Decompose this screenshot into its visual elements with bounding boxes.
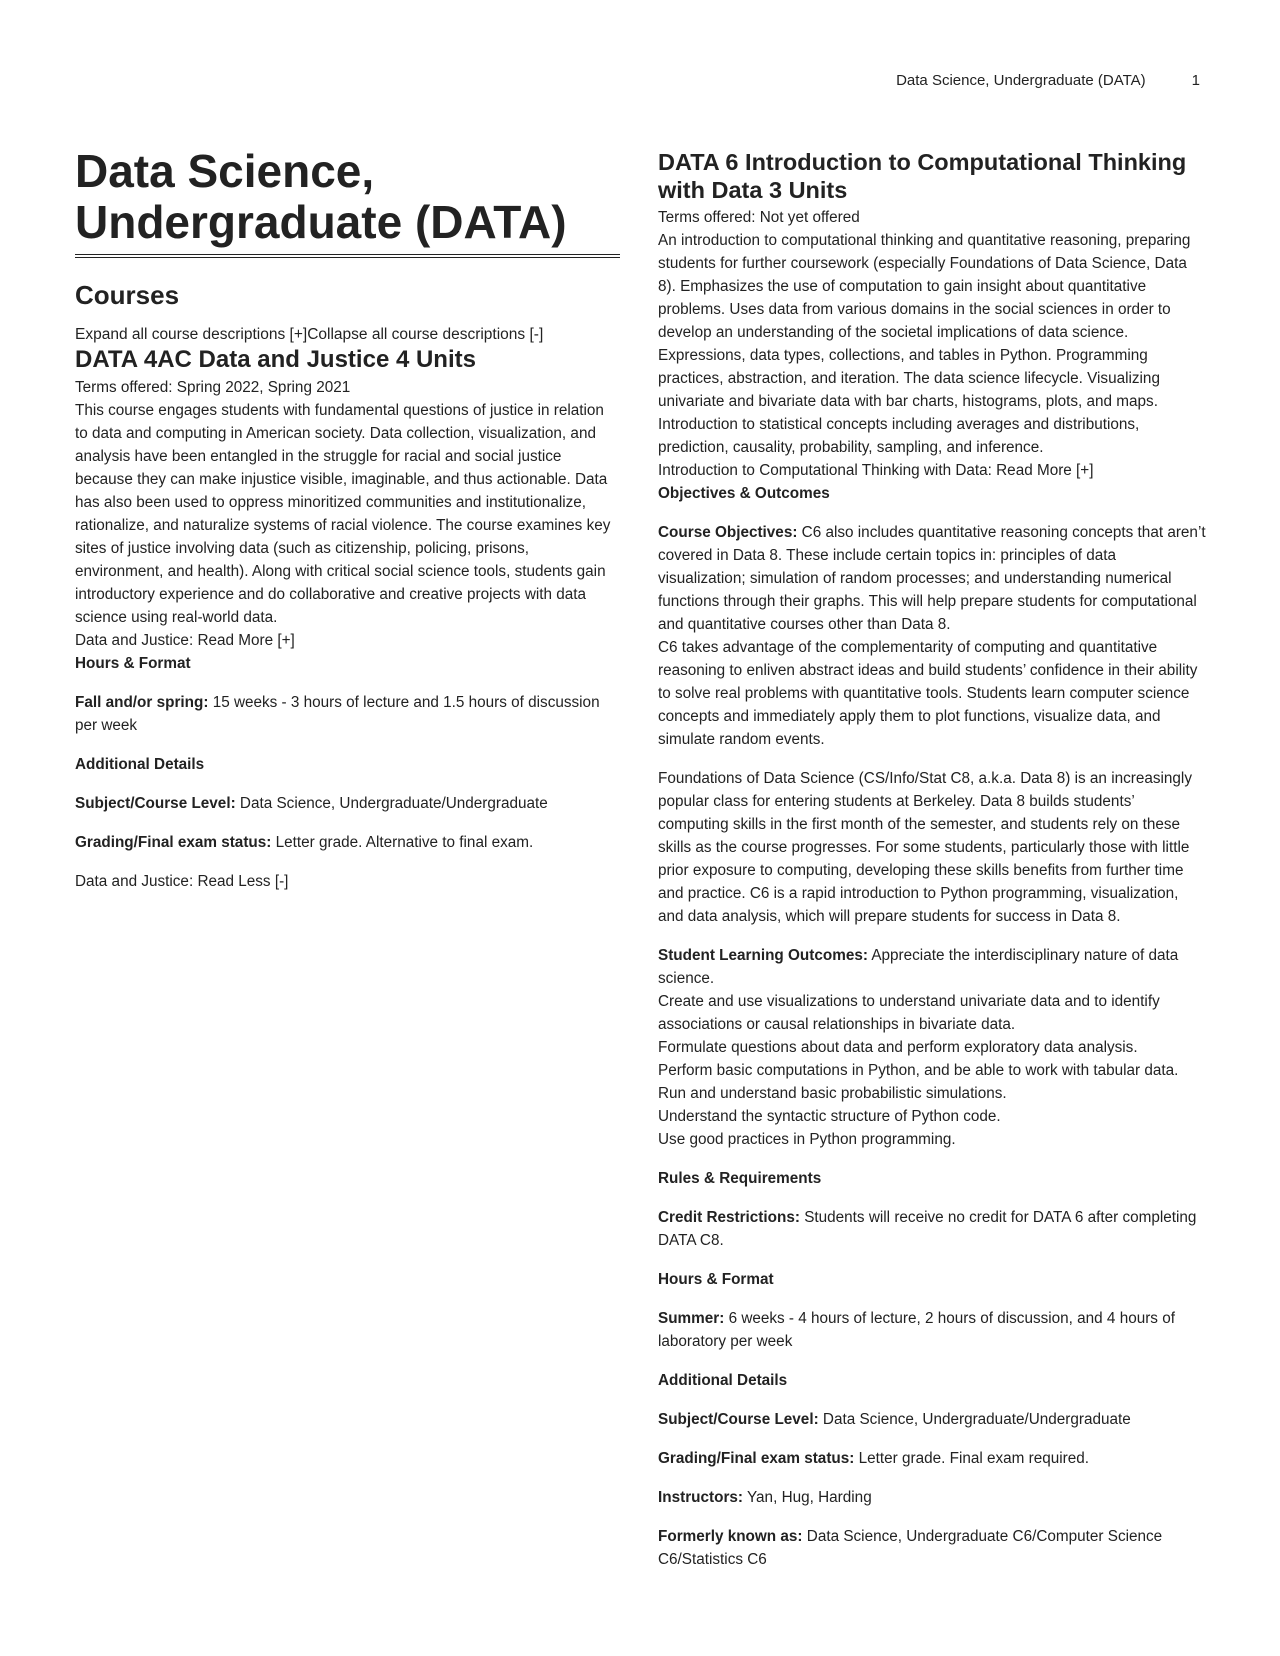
- page-title: Data Science, Undergraduate (DATA): [75, 146, 620, 258]
- formerly-label: Formerly known as:: [658, 1528, 803, 1545]
- grading-label: Grading/Final exam status:: [658, 1450, 855, 1467]
- course-title[interactable]: DATA 6 Introduction to Computational Thinking with Data 3 Units: [658, 149, 1187, 203]
- expand-all-link[interactable]: Expand all course descriptions [+]: [75, 326, 308, 343]
- objectives-text-3: Foundations of Data Science (CS/Info/Stat C8, a.k.a. Data 8) is an increasingly popular class for entering students at Berkeley. Data 8 builds students’ computing skills in the first month of the semester, and students rely on these skills as the course progresses. For some students, particularly those with little prior exposure to computing, developing these skills benefits from further time and practice. C6 is a rapid introduction to Python programming, visualization, and data analysis, which will prepare students for success in Data 8.: [658, 770, 1192, 925]
- instructors-value: Yan, Hug, Harding: [746, 1489, 872, 1506]
- page-number: 1: [1191, 72, 1200, 89]
- collapse-all-link[interactable]: Collapse all course descriptions [-]: [307, 326, 544, 343]
- left-column: [75, 146, 620, 909]
- additional-details-heading: Additional Details: [75, 756, 205, 773]
- read-less-link[interactable]: Data and Justice: Read Less [-]: [75, 873, 289, 890]
- grading-value: Letter grade. Alternative to final exam.: [275, 834, 534, 851]
- course-block: [658, 148, 1206, 1571]
- objectives-label: Course Objectives:: [658, 524, 798, 541]
- course-level: [75, 792, 620, 815]
- grading-value: Letter grade. Final exam required.: [858, 1450, 1090, 1467]
- read-more-link[interactable]: Introduction to Computational Thinking with Data: Read More [+]: [658, 462, 1094, 479]
- outcomes-label: Student Learning Outcomes:: [658, 947, 868, 964]
- courses-heading: Courses: [75, 280, 180, 310]
- expand-collapse-controls: [75, 323, 620, 346]
- fall-label: Fall and/or spring:: [75, 694, 209, 711]
- running-title: Data Science, Undergraduate (DATA): [896, 72, 1146, 89]
- course-block: [75, 346, 620, 893]
- course-title[interactable]: DATA 4AC Data and Justice 4 Units: [75, 346, 476, 373]
- outcome-item: Student Learning Outcomes: Appreciate the interdisciplinary nature of data science.: [658, 947, 1179, 987]
- grading-status: [75, 831, 620, 854]
- instructors-label: Instructors:: [658, 1489, 743, 1506]
- credit-value: Students will receive no credit for DATA 6 after completing DATA C8.: [658, 1209, 1197, 1249]
- learning-outcomes: [658, 944, 1206, 1151]
- hours-format-heading: Hours & Format: [658, 1271, 774, 1288]
- grading-label: Grading/Final exam status:: [75, 834, 272, 851]
- credit-restrictions: [658, 1206, 1206, 1252]
- hours-format-heading: Hours & Format: [75, 655, 191, 672]
- summer-value: 6 weeks - 4 hours of lecture, 2 hours of discussion, and 4 hours of laboratory per week: [658, 1310, 1175, 1350]
- grading-status: [658, 1447, 1206, 1470]
- summer-label: Summer:: [658, 1310, 725, 1327]
- level-label: Subject/Course Level:: [75, 795, 236, 812]
- formerly-value: Data Science, Undergraduate C6/Computer Science C6/Statistics C6: [658, 1528, 1163, 1568]
- rules-requirements-heading: Rules & Requirements: [658, 1170, 822, 1187]
- course-terms: Terms offered: Spring 2022, Spring 2021: [75, 379, 351, 396]
- course-terms: Terms offered: Not yet offered: [658, 209, 860, 226]
- additional-details-heading: Additional Details: [658, 1372, 788, 1389]
- course-description: This course engages students with fundamental questions of justice in relation to data and computing in American society. Data collection, visualization, and analysis have been entangled in the struggle for racial and social justice because they can make injustice visible, imaginable, and thus actionable. Data has also been used to oppress minoritized communities and institutionalize, rationalize, and naturalize systems of racial violence. The course examines key sites of justice involving data (such as citizenship, policing, prisons, environment, and health). Along with critical social science tools, students gain introductory experience and do collaborative and creative projects with data science using real-world data.: [75, 402, 611, 626]
- instructors: [658, 1486, 1206, 1509]
- formerly-known-as: [658, 1525, 1206, 1571]
- outcome-item: Run and understand basic probabilistic simulations.: [658, 1085, 1007, 1102]
- fall-value: 15 weeks - 3 hours of lecture and 1.5 hours of discussion per week: [75, 694, 600, 734]
- level-label: Subject/Course Level:: [658, 1411, 819, 1428]
- objectives-text-2: C6 takes advantage of the complementarity of computing and quantitative reasoning to enliven abstract ideas and build students’ confidence in their ability to solve real problems with quantitative tools. Students learn computer science concepts and immediately apply them to plot functions, visualize data, and simulate random events.: [658, 639, 1198, 748]
- right-column: [658, 148, 1206, 1571]
- outcome-item: Perform basic computations in Python, and be able to work with tabular data.: [658, 1062, 1179, 1079]
- outcome-item: Formulate questions about data and perform exploratory data analysis.: [658, 1039, 1138, 1056]
- level-value: Data Science, Undergraduate/Undergraduate: [239, 795, 548, 812]
- course-objectives: [658, 521, 1206, 636]
- outcome-item: Understand the syntactic structure of Python code.: [658, 1108, 1001, 1125]
- level-value: Data Science, Undergraduate/Undergraduate: [822, 1411, 1131, 1428]
- course-description: An introduction to computational thinking and quantitative reasoning, preparing students for further coursework (especially Foundations of Data Science, Data 8). Emphasizes the use of computation to gain insight about quantitative problems. Uses data from various domains in the social sciences in order to develop an understanding of the societal implications of data science. Expressions, data types, collections, and tables in Python. Programming practices, abstraction, and iteration. The data science lifecycle. Visualizing univariate and bivariate data with bar charts, histograms, plots, and maps. Introduction to statistical concepts including averages and distributions, prediction, causality, probability, sampling, and inference.: [658, 232, 1191, 456]
- running-header: [896, 72, 1200, 89]
- fall-spring-format: [75, 691, 620, 737]
- summer-format: [658, 1307, 1206, 1353]
- outcome-item: Create and use visualizations to understand univariate data and to identify associations or causal relationships in bivariate data.: [658, 993, 1160, 1033]
- credit-label: Credit Restrictions:: [658, 1209, 800, 1226]
- read-more-link[interactable]: Data and Justice: Read More [+]: [75, 632, 295, 649]
- objectives-outcomes-heading: Objectives & Outcomes: [658, 485, 830, 502]
- objectives-text-1: C6 also includes quantitative reasoning concepts that aren’t covered in Data 8. These include certain topics in: principles of data visualization; simulation of random processes; and understanding numerical functions through their graphs. This will help prepare students for computational and quantitative courses other than Data 8.: [658, 524, 1206, 633]
- outcome-item: Use good practices in Python programming.: [658, 1131, 956, 1148]
- course-level: [658, 1408, 1206, 1431]
